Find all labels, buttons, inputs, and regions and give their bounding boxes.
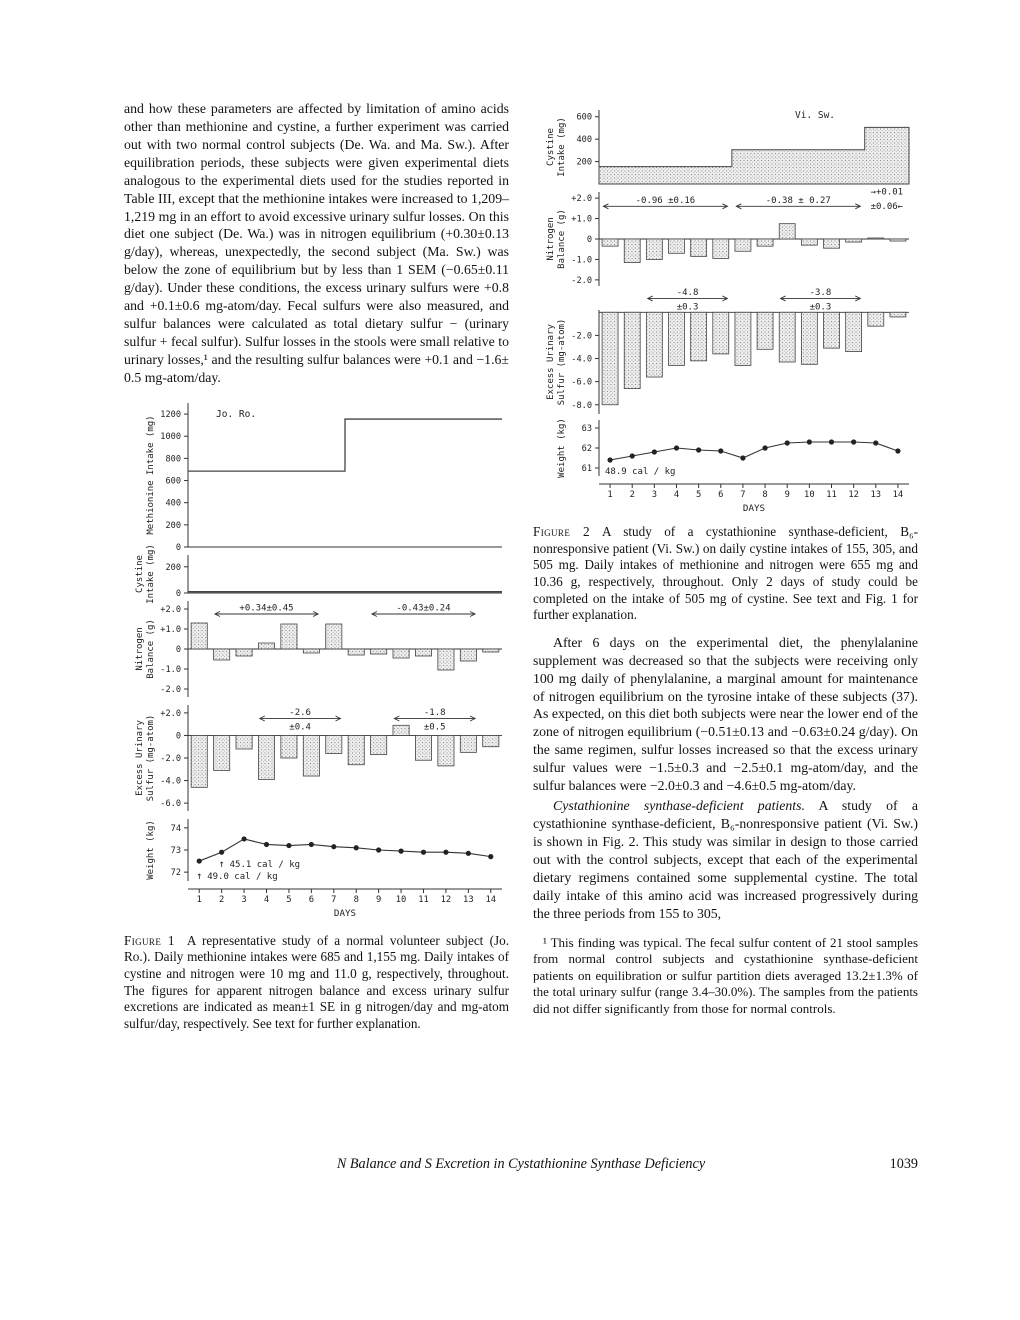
- intro-paragraph: and how these parameters are affected by limitation of amino acids other than methionine and cystine, a further experiment was carried out with two normal control subjects (De. Wa. and Ma. Sw.). After equilibration periods, these subjects were given experimental diets analogous to the experimental diets used for the studies reported in Table III, except that the methionine intakes were increased to 1,209–1,219 mg in an effort to avoid excessive urinary sulfur losses. On this diet one subject (De. Wa.) was in nitrogen equilibrium (+0.30±0.13 g/day), whereas, unexpectedly, the second subject (Ma. Sw.) was below the zone of equilibrium but by less than 1 SEM (−0.65±0.11 g/day). Under these conditions, the excess urinary sulfurs were +0.8 and +0.1±0.6 mg-atom/day. Fecal sulfurs were also measured, and sulfur balances were calculated as total dietary sulfur − (urinary sulfur + fecal sulfur). Sulfur losses in the stools were small relative to urinary losses,¹ and the resulting sulfur balances were +0.1 and −1.6± 0.5 mg-atom/day.: [124, 101, 509, 385]
- svg-text:±0.3: ±0.3: [809, 302, 832, 313]
- svg-text:Sulfur (mg-atom): Sulfur (mg-atom): [146, 714, 156, 802]
- svg-text:-6.0: -6.0: [571, 377, 592, 388]
- svg-text:61: 61: [581, 464, 592, 474]
- svg-text:14: 14: [892, 490, 904, 500]
- svg-text:Cystine: Cystine: [135, 554, 145, 593]
- footer-running-title: N Balance and S Excretion in Cystathionine Synthase Deficiency: [336, 1156, 706, 1172]
- svg-text:Intake (mg): Intake (mg): [146, 543, 156, 604]
- figure1-caption-label: Figure 1: [124, 932, 175, 948]
- footnote: ¹ This finding was typical. The fecal sulfur content of 21 stool samples from normal control subjects and cystathionine synthase-deficient patients on equilibration or sulfur partition diets averaged 13.2±1.3% of the total urinary sulfur (range 3.4–30.0%). The samples from the patients did not differ significantly from those for normal controls.: [533, 934, 918, 1016]
- figure2-caption-label: Figure 2: [533, 524, 591, 539]
- svg-text:0: 0: [175, 542, 181, 553]
- svg-text:6: 6: [718, 490, 724, 500]
- svg-text:-0.38 ± 0.27: -0.38 ± 0.27: [765, 195, 831, 206]
- svg-text:13: 13: [463, 894, 474, 905]
- svg-text:→+0.01: →+0.01: [870, 187, 904, 198]
- svg-text:-0.96 ±0.16: -0.96 ±0.16: [635, 195, 696, 206]
- svg-text:+1.0: +1.0: [571, 214, 592, 225]
- svg-text:-1.0: -1.0: [160, 664, 181, 675]
- svg-text:10: 10: [804, 490, 815, 500]
- figure1-caption: [124, 933, 509, 1033]
- svg-text:3: 3: [651, 490, 658, 500]
- svg-text:2: 2: [218, 894, 225, 905]
- svg-text:Balance (g): Balance (g): [557, 209, 567, 269]
- svg-text:-2.0: -2.0: [160, 753, 181, 764]
- figure2-caption: [533, 524, 918, 624]
- svg-text:Jo. Ro.: Jo. Ro.: [216, 408, 257, 420]
- svg-text:-2.0: -2.0: [160, 684, 181, 695]
- svg-text:200: 200: [576, 157, 592, 168]
- right-column: [533, 100, 918, 1033]
- svg-text:63: 63: [581, 424, 592, 434]
- svg-text:↑: ↑: [196, 870, 203, 882]
- svg-text:14: 14: [485, 894, 497, 905]
- svg-text:DAYS: DAYS: [333, 907, 357, 919]
- svg-text:9: 9: [784, 490, 790, 500]
- figure1-svg: [124, 395, 509, 923]
- svg-text:-1.0: -1.0: [571, 255, 592, 266]
- svg-text:400: 400: [576, 135, 592, 146]
- svg-text:Balance (g): Balance (g): [146, 618, 156, 679]
- svg-text:1000: 1000: [160, 431, 181, 442]
- svg-text:8: 8: [353, 894, 359, 905]
- paragraph-patients-lead: Cystathionine synthase-deficient patients.: [553, 798, 805, 814]
- svg-text:Methionine Intake (mg): Methionine Intake (mg): [146, 415, 156, 535]
- svg-text:45.1 cal / kg: 45.1 cal / kg: [229, 859, 301, 870]
- left-column: [124, 100, 509, 1033]
- svg-text:5: 5: [286, 894, 292, 905]
- svg-text:+0.34±0.45: +0.34±0.45: [239, 603, 294, 614]
- svg-text:Vi. Sw.: Vi. Sw.: [794, 110, 836, 121]
- svg-text:-1.8: -1.8: [423, 707, 446, 718]
- svg-text:9: 9: [375, 894, 382, 905]
- svg-text:Weight (kg): Weight (kg): [557, 418, 567, 478]
- svg-text:600: 600: [165, 476, 181, 487]
- svg-text:0: 0: [175, 588, 181, 599]
- svg-text:Nitrogen: Nitrogen: [546, 217, 556, 261]
- svg-text:-4.0: -4.0: [160, 776, 181, 787]
- svg-text:400: 400: [165, 498, 181, 509]
- svg-text:5: 5: [695, 490, 702, 500]
- figure2-svg: [533, 100, 918, 514]
- paragraph-patients-rest: A study of a cystathionine synthase-deficient, B₆-nonresponsive patient (Vi. Sw.) is shown in Fig. 2. This study was similar in design to those carried out with the control subjects, except that each of the experimental dietary regimens contained some supplemental cystine. The total daily intake of this amino acid was increased progressively during the three periods from 155 to 305,: [533, 798, 918, 921]
- svg-text:±0.5: ±0.5: [423, 722, 446, 733]
- svg-text:12: 12: [848, 490, 859, 500]
- svg-text:+2.0: +2.0: [160, 708, 181, 719]
- svg-text:Excess Urinary: Excess Urinary: [135, 719, 145, 796]
- svg-text:1200: 1200: [160, 409, 181, 420]
- svg-text:2: 2: [629, 490, 635, 500]
- svg-text:Nitrogen: Nitrogen: [135, 627, 145, 671]
- svg-text:48.9 cal / kg: 48.9 cal / kg: [605, 467, 676, 477]
- svg-text:10: 10: [395, 894, 407, 905]
- figure1-caption-text: A representative study of a normal volunteer subject (Jo. Ro.). Daily methionine intakes were 685 and 1,155 mg. Daily intakes of cystine and nitrogen were 10 mg and 11.0 g, respectively, throughout. The figures for apparent nitrogen balance and excess urinary sulfur excretions are indicated as mean±1 SE in g nitrogen/day and mg-atom sulfur/day, respectively. See text for further explanation.: [124, 932, 510, 1031]
- svg-text:-4.0: -4.0: [571, 354, 592, 365]
- svg-text:↑: ↑: [218, 858, 225, 870]
- svg-text:DAYS: DAYS: [742, 503, 766, 514]
- svg-text:200: 200: [165, 520, 181, 531]
- svg-text:12: 12: [440, 894, 452, 905]
- svg-text:0: 0: [175, 644, 181, 655]
- svg-text:4: 4: [673, 490, 680, 500]
- svg-text:-4.8: -4.8: [676, 287, 699, 298]
- page-footer: [124, 1156, 918, 1173]
- footer-page-number: 1039: [889, 1156, 918, 1172]
- svg-text:7: 7: [331, 894, 337, 905]
- svg-text:600: 600: [576, 112, 592, 123]
- svg-text:62: 62: [581, 444, 592, 454]
- svg-text:1: 1: [196, 894, 202, 905]
- svg-text:7: 7: [740, 490, 746, 500]
- svg-text:13: 13: [870, 490, 882, 500]
- svg-text:6: 6: [308, 894, 315, 905]
- svg-text:Intake (mg): Intake (mg): [557, 117, 567, 177]
- svg-text:-6.0: -6.0: [160, 798, 181, 809]
- svg-text:1: 1: [607, 490, 613, 500]
- svg-text:-2.0: -2.0: [571, 275, 592, 286]
- svg-text:Weight (kg): Weight (kg): [146, 819, 156, 880]
- svg-text:72: 72: [170, 867, 181, 878]
- svg-text:49.0 cal / kg: 49.0 cal / kg: [207, 871, 278, 882]
- svg-text:±0.4: ±0.4: [289, 722, 311, 733]
- svg-text:+1.0: +1.0: [160, 624, 181, 635]
- svg-text:73: 73: [170, 845, 181, 856]
- svg-text:Sulfur (mg-atom): Sulfur (mg-atom): [557, 318, 567, 406]
- figure1-chart: [124, 395, 509, 923]
- figure2-caption-text: A study of a cystathionine synthase-deficient, B₆-nonresponsive patient (Vi. Sw.) on daily cystine intakes of 155, 305, and 505 mg. Daily intakes of methionine and nitrogen were 655 mg and 10.36 g, respectively, throughout. Only 2 days of study could be completed on the intake of 505 mg of cystine. See text and Fig. 1 for further explanation.: [533, 524, 918, 623]
- svg-text:74: 74: [170, 823, 181, 834]
- svg-text:4: 4: [263, 894, 270, 905]
- paragraph-after-six-days: After 6 days on the experimental diet, the phenylalanine supplement was decreased so that the subjects were receiving only 100 mg daily of phenylalanine, a marginal amount for maintenance of nitrogen equilibrium on the tyrosine intake of these subjects (37). As expected, on this diet both subjects were near the lower end of the zone of nitrogen equilibrium (−0.51±0.13 and −0.63±0.24 g/day). On the same regimen, sulfur losses increased so that the excess urinary sulfur values were −1.5±0.3 and −2.5±0.1 mg-atom/day, and the sulfur balances were −2.0±0.3 and −4.6±0.5 mg-atom/day.: [533, 634, 918, 794]
- figure2-chart: [533, 100, 918, 514]
- svg-text:-3.8: -3.8: [809, 287, 832, 298]
- svg-text:-0.43±0.24: -0.43±0.24: [396, 603, 451, 614]
- svg-text:-2.6: -2.6: [289, 707, 311, 718]
- svg-text:-8.0: -8.0: [571, 400, 592, 411]
- svg-text:+2.0: +2.0: [160, 604, 181, 615]
- paragraph-patients: [533, 797, 918, 922]
- svg-text:0: 0: [586, 235, 592, 245]
- svg-text:Excess Urinary: Excess Urinary: [546, 324, 556, 400]
- two-column-layout: [124, 100, 918, 1033]
- svg-text:11: 11: [826, 490, 837, 500]
- svg-text:Cystine: Cystine: [546, 128, 556, 166]
- svg-text:0: 0: [175, 731, 181, 742]
- svg-text:±0.3: ±0.3: [676, 302, 699, 313]
- svg-text:800: 800: [165, 454, 181, 465]
- svg-text:8: 8: [762, 490, 768, 500]
- svg-text:±0.06←: ±0.06←: [870, 202, 904, 213]
- svg-text:200: 200: [165, 562, 181, 573]
- svg-text:-2.0: -2.0: [571, 331, 592, 342]
- svg-text:+2.0: +2.0: [571, 194, 592, 205]
- svg-text:3: 3: [241, 894, 247, 905]
- svg-text:11: 11: [418, 894, 429, 905]
